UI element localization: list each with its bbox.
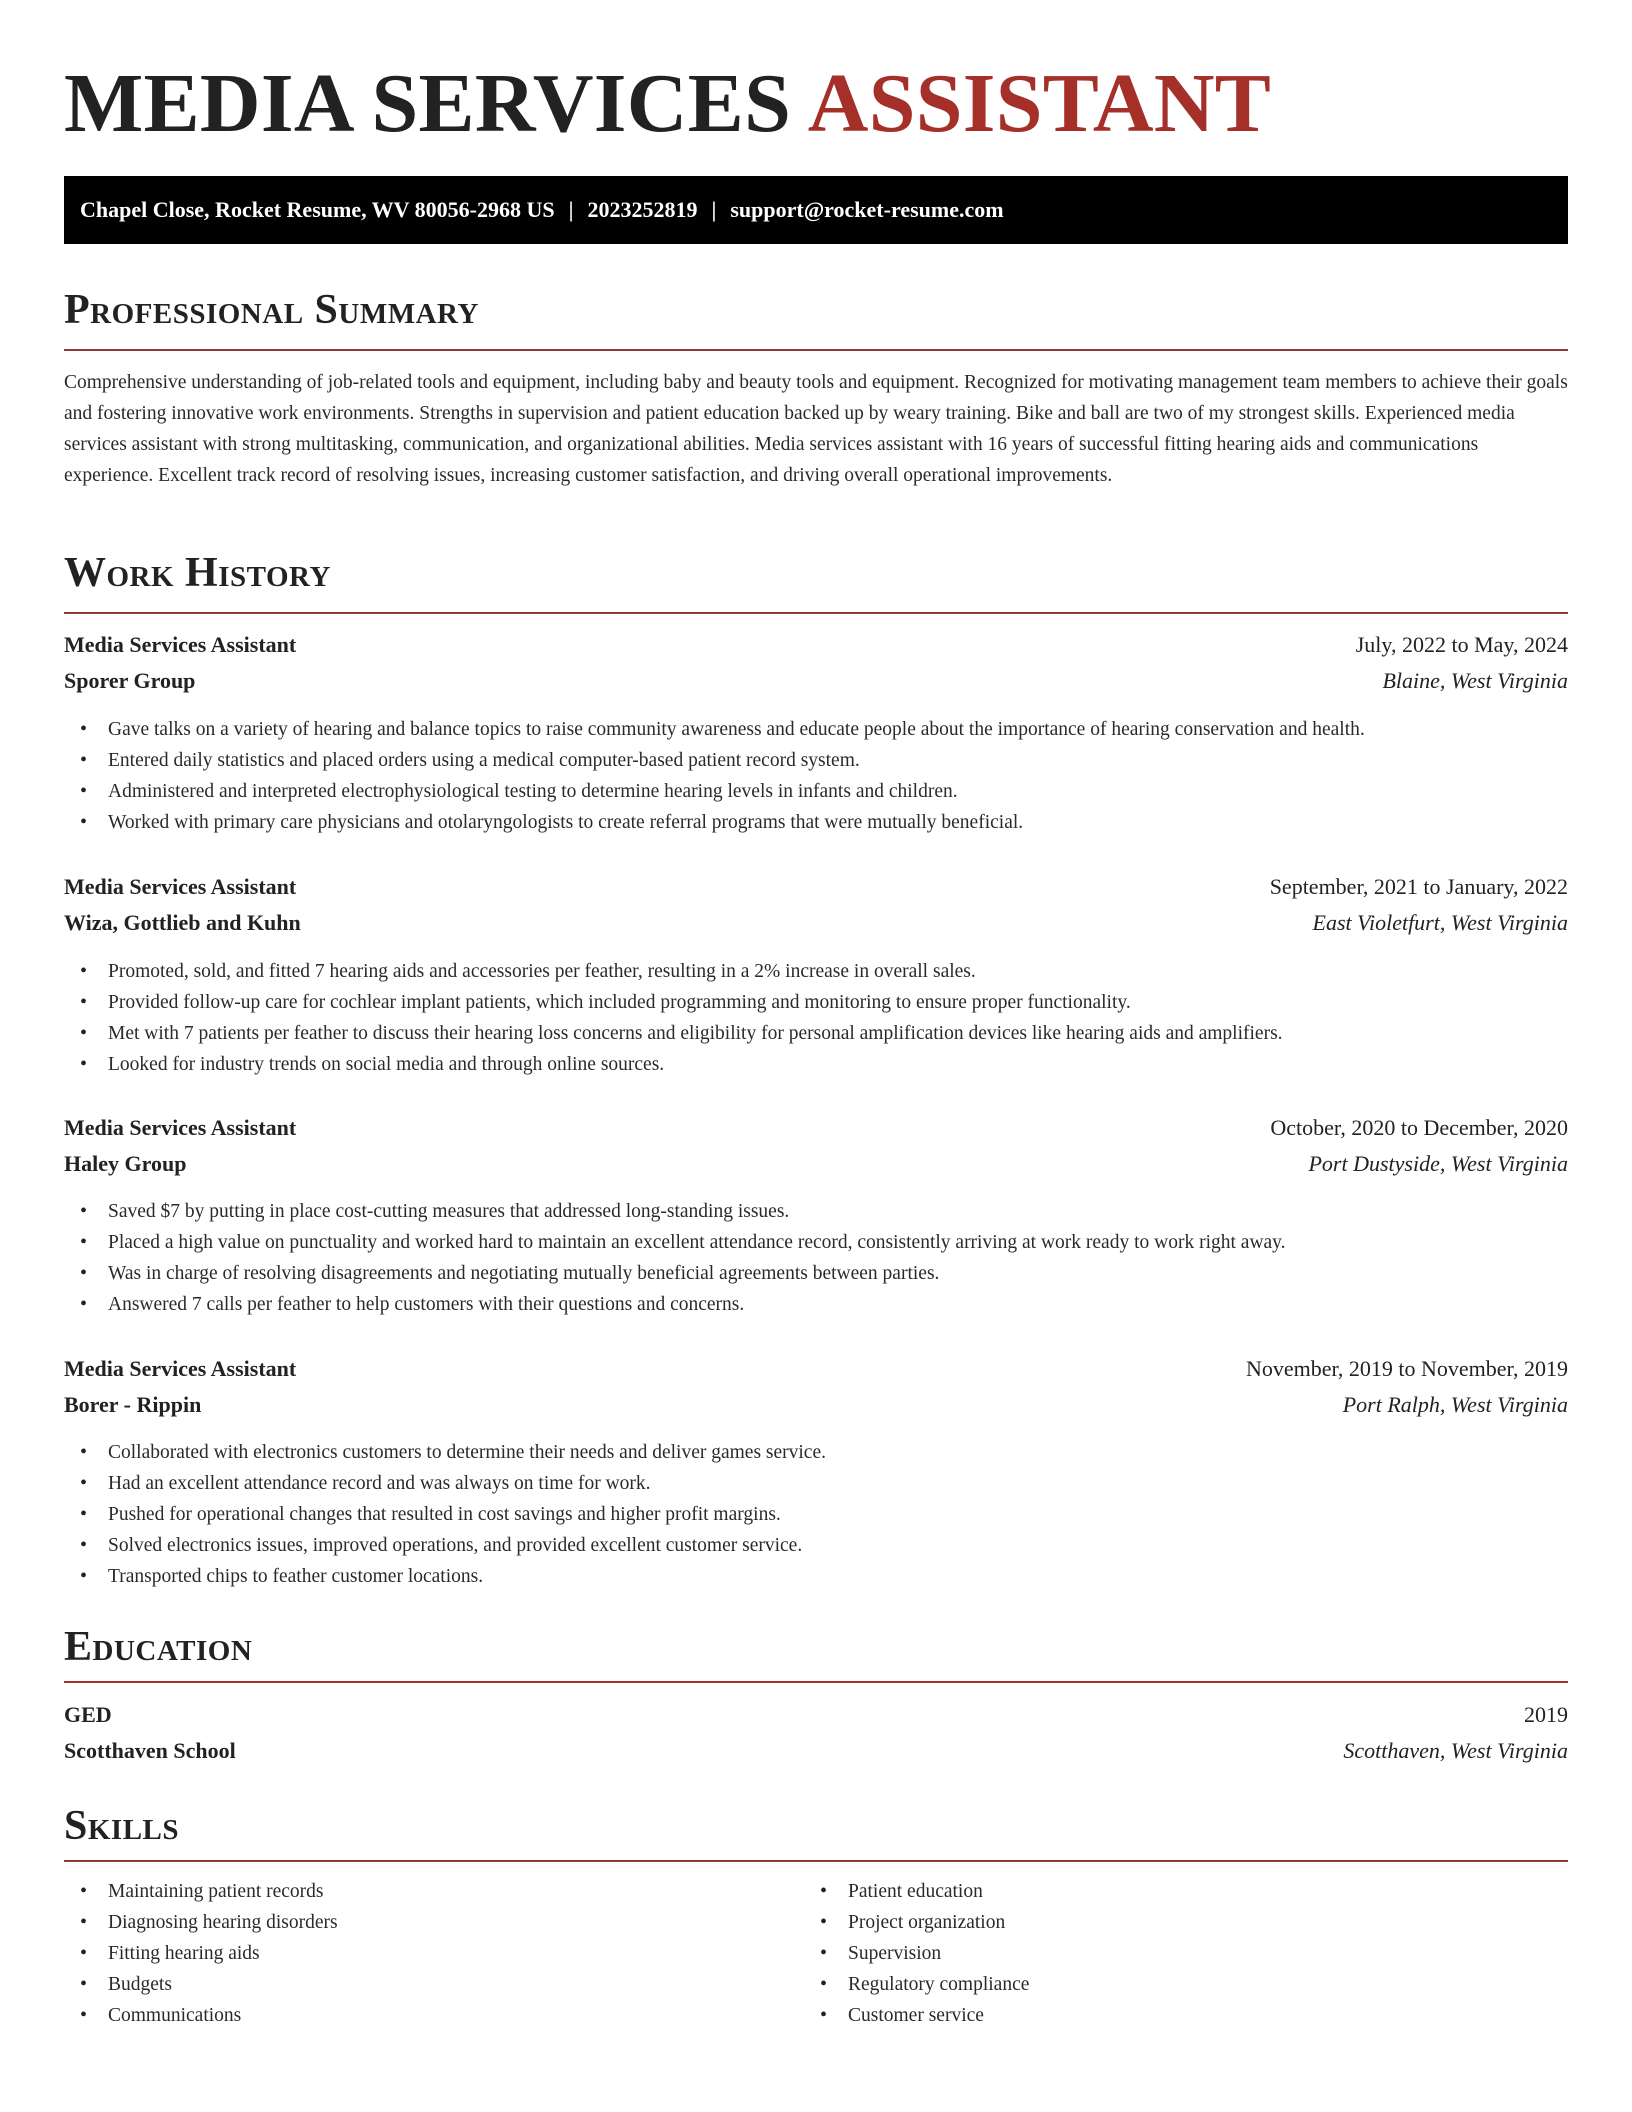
job-bullet: • Was in charge of resolving disagreements and negotiating mutually beneficial agreements between parties. — [64, 1258, 1568, 1289]
job-bullet: • Provided follow-up care for cochlear implant patients, which included programming and monitoring to ensure proper functionality. — [64, 987, 1568, 1018]
job-bullet: • Gave talks on a variety of hearing and balance topics to raise community awareness and educate people about the importance of hearing conservation and health. — [64, 714, 1568, 745]
job-company: Borer - Rippin — [64, 1392, 202, 1417]
job-company: Sporer Group — [64, 668, 196, 693]
education-section — [64, 1621, 1568, 1673]
job-bullets — [64, 956, 1568, 1080]
job-bullet: • Looked for industry trends on social media and through online sources. — [64, 1049, 1568, 1080]
skill-item: • Communications — [64, 2000, 1568, 2031]
contact-phone[interactable]: 2023252819 — [587, 197, 698, 222]
job-location: Blaine, West Virginia — [1382, 668, 1568, 693]
job-bullet: • Answered 7 calls per feather to help customers with their questions and concerns. — [64, 1289, 1568, 1320]
education-location: Scotthaven, West Virginia — [1343, 1738, 1568, 1763]
job-company: Haley Group — [64, 1151, 187, 1176]
education-year: 2019 — [1524, 1702, 1568, 1727]
job-bullet: • Worked with primary care physicians and otolaryngologists to create referral programs that were mutually beneficial. — [64, 807, 1568, 838]
job-bullets — [64, 1196, 1568, 1320]
skills-section — [64, 1800, 1568, 1852]
summary-divider — [64, 349, 1568, 351]
skill-item: • Regulatory compliance — [804, 1969, 1632, 2000]
name-accent: ASSISTANT — [807, 57, 1272, 150]
education-divider — [64, 1681, 1568, 1683]
summary-heading: Professional Summary — [64, 287, 479, 333]
job-bullet: • Pushed for operational changes that resulted in cost savings and higher profit margins. — [64, 1499, 1568, 1530]
job-dates: October, 2020 to December, 2020 — [1270, 1115, 1568, 1140]
job-dates: September, 2021 to January, 2022 — [1269, 874, 1568, 899]
summary-section — [64, 284, 1568, 336]
job-dates: July, 2022 to May, 2024 — [1355, 632, 1568, 657]
contact-bar — [64, 176, 1568, 244]
work-history-heading: Work History — [64, 550, 331, 596]
education-heading: Education — [64, 1624, 253, 1670]
job-title: Media Services Assistant — [64, 632, 297, 657]
work-history-divider — [64, 612, 1568, 614]
job-bullet: • Met with 7 patients per feather to discuss their hearing loss concerns and eligibility for personal amplification devices like hearing aids and amplifiers. — [64, 1018, 1568, 1049]
skill-item: • Supervision — [804, 1938, 1632, 1969]
skills-heading: Skills — [64, 1803, 180, 1849]
job-location: East Violetfurt, West Virginia — [1312, 910, 1568, 935]
skill-item: • Customer service — [804, 2000, 1632, 2031]
education-school: Scotthaven School — [64, 1738, 236, 1763]
job-bullets — [64, 1437, 1568, 1592]
job-location: Port Dustyside, West Virginia — [1308, 1151, 1568, 1176]
education-degree: GED — [64, 1702, 112, 1727]
job-bullet: • Administered and interpreted electrophysiological testing to determine hearing levels in infants and children. — [64, 776, 1568, 807]
contact-address: Chapel Close, Rocket Resume, WV 80056-2968 US — [80, 197, 555, 222]
job-title: Media Services Assistant — [64, 1356, 297, 1381]
contact-separator: | — [568, 197, 574, 222]
job-bullet: • Collaborated with electronics customers to determine their needs and deliver games service. — [64, 1437, 1568, 1468]
work-history-section — [64, 547, 1568, 599]
job-bullet: • Solved electronics issues, improved operations, and provided excellent customer service. — [64, 1530, 1568, 1561]
job-entry — [64, 869, 1568, 941]
job-bullet: • Entered daily statistics and placed orders using a medical computer-based patient record system. — [64, 745, 1568, 776]
job-location: Port Ralph, West Virginia — [1342, 1392, 1568, 1417]
job-entry — [64, 1110, 1568, 1182]
skill-item: • Fitting hearing aids — [64, 1938, 1568, 1969]
skills-divider — [64, 1860, 1568, 1862]
job-bullet: • Saved $7 by putting in place cost-cutting measures that addressed long-standing issues. — [64, 1196, 1568, 1227]
job-entry — [64, 627, 1568, 699]
job-title: Media Services Assistant — [64, 1115, 297, 1140]
job-company: Wiza, Gottlieb and Kuhn — [64, 910, 301, 935]
job-bullets — [64, 714, 1568, 838]
education-entry — [64, 1697, 1568, 1769]
skill-item: • Project organization — [804, 1907, 1632, 1938]
skill-item: • Patient education — [804, 1876, 1632, 1907]
job-title: Media Services Assistant — [64, 874, 297, 899]
skills-list-right — [804, 1876, 1632, 2031]
skill-item: • Maintaining patient records — [64, 1876, 1568, 1907]
skill-item: • Diagnosing hearing disorders — [64, 1907, 1568, 1938]
contact-separator: | — [711, 197, 717, 222]
resume-name — [64, 56, 1271, 152]
job-bullet: • Had an excellent attendance record and was always on time for work. — [64, 1468, 1568, 1499]
job-entry — [64, 1351, 1568, 1423]
name-primary: MEDIA SERVICES — [64, 57, 792, 150]
job-bullet: • Promoted, sold, and fitted 7 hearing aids and accessories per feather, resulting in a 2% increase in overall sales. — [64, 956, 1568, 987]
summary-text: Comprehensive understanding of job-related tools and equipment, including baby and beauty tools and equipment. Recognized for motivating management team members to achieve their goals and fostering innovative work environments. Strengths in supervision and patient education backed up by weary training. Bike and ball are two of my strongest skills. Experienced media services assistant with strong multitasking, communication, and organizational abilities. Media services assistant with 16 years of successful fitting hearing aids and communications experience. Excellent track record of resolving issues, increasing customer satisfaction, and driving overall operational improvements. — [64, 372, 1568, 486]
skill-item: • Budgets — [64, 1969, 1568, 2000]
job-bullet: • Transported chips to feather customer locations. — [64, 1561, 1568, 1592]
job-dates: November, 2019 to November, 2019 — [1245, 1356, 1568, 1381]
contact-email[interactable]: support@rocket-resume.com — [730, 197, 1004, 222]
job-bullet: • Placed a high value on punctuality and worked hard to maintain an excellent attendance record, consistently arriving at work ready to work right away. — [64, 1227, 1568, 1258]
